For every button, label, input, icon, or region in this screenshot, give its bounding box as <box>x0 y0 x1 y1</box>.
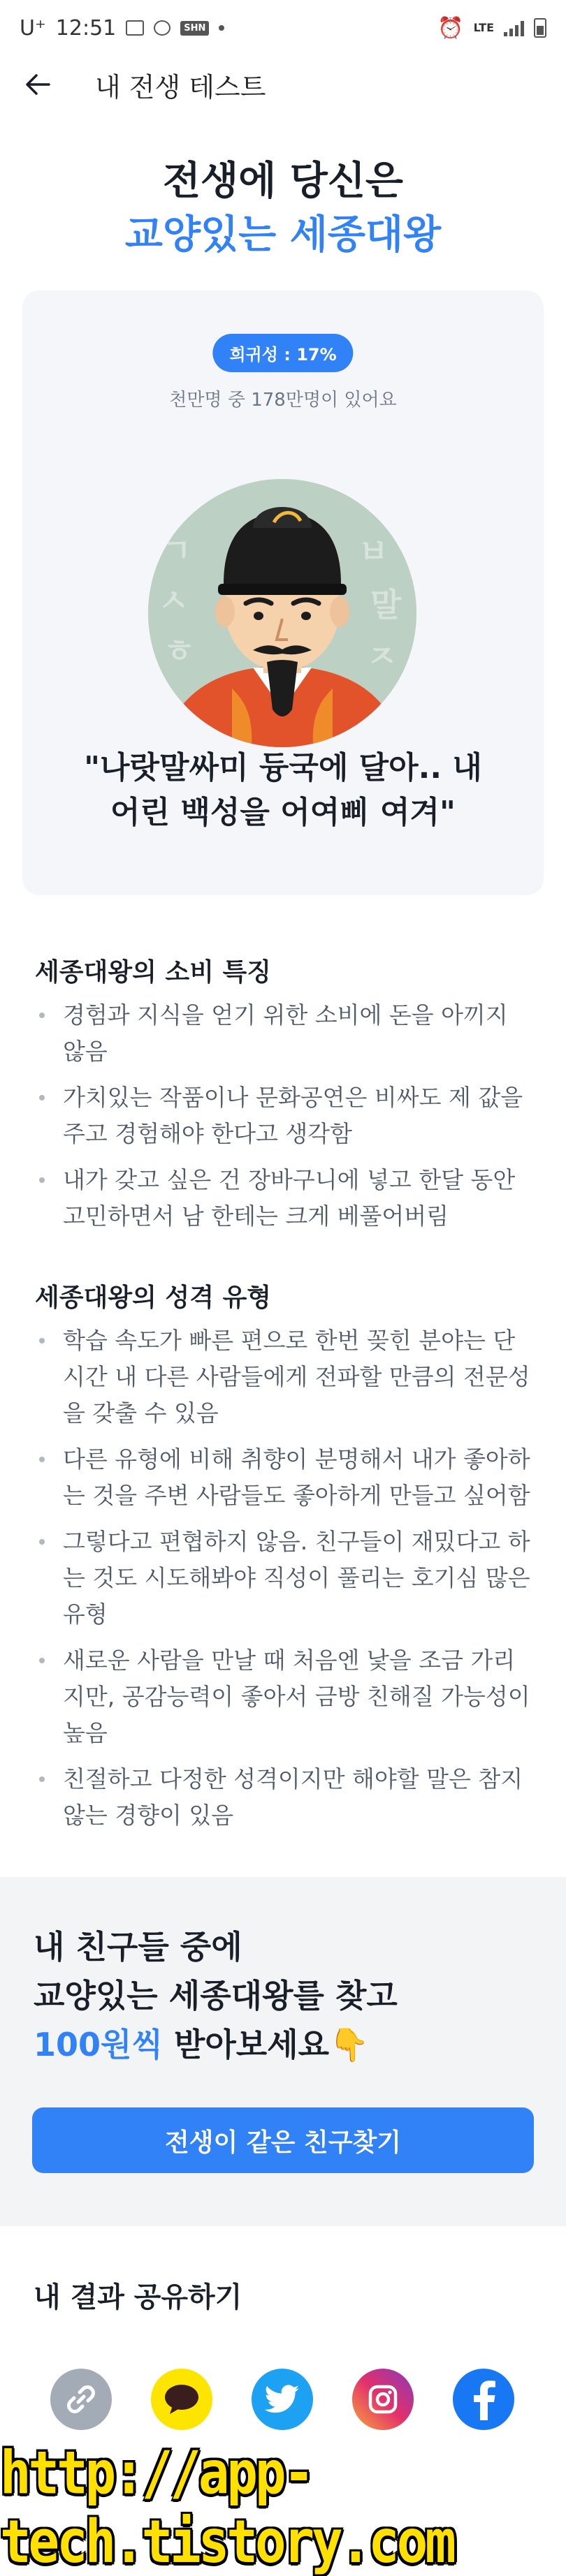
signal-icon <box>504 20 524 36</box>
carrier-label: U⁺ <box>20 15 46 41</box>
character-portrait <box>148 479 416 747</box>
personality-list <box>35 1323 531 1843</box>
invite-line3 <box>34 2019 369 2066</box>
arrow-left-icon <box>25 73 50 96</box>
result-title-line1: 전생에 당신은 <box>162 159 404 204</box>
consumption-section-title: 세종대왕의 소비 특징 <box>35 958 272 987</box>
share-facebook-button[interactable] <box>453 2369 514 2430</box>
svg-text:ㄱ: ㄱ <box>161 531 192 569</box>
invite-line3-rest: 받아보세요👇 <box>162 2026 370 2063</box>
find-friends-button[interactable]: 전생이 같은 친구찾기 <box>32 2107 534 2173</box>
share-twitter-button[interactable] <box>252 2369 313 2430</box>
svg-text:ㅎ: ㅎ <box>164 632 195 670</box>
invite-line2: 교양있는 세종대왕를 찾고 <box>34 1977 398 2015</box>
status-bar <box>0 0 566 56</box>
svg-text:말: 말 <box>370 586 402 624</box>
quote-line1: "나랏말싸미 듕국에 달아.. 내 <box>84 750 482 786</box>
list-item: 학습 속도가 빠른 편으로 한번 꽂힌 분야는 단 시간 내 다른 사람들에게 전파할 만큼의 전문성을 갖출 수 있음 <box>35 1323 531 1431</box>
gallery-notification-icon <box>126 20 144 36</box>
list-item: 다른 유형에 비해 취향이 분명해서 내가 좋아하는 것을 주변 사람들도 좋아하게 만들고 싶어함 <box>35 1441 531 1514</box>
list-item: 새로운 사람을 만날 때 처음엔 낯을 조금 가리지만, 공감능력이 좋아서 금방 친해질 가능성이 높음 <box>35 1642 531 1751</box>
list-item: 경험과 지식을 얻기 위한 소비에 돈을 아끼지 않음 <box>35 997 531 1070</box>
clock: 12:51 <box>55 15 117 41</box>
facebook-f-icon <box>468 2378 499 2420</box>
personality-section-title: 세종대왕의 성격 유형 <box>35 1283 272 1312</box>
back-button[interactable] <box>17 64 59 105</box>
character-quote <box>50 746 516 835</box>
list-item: 그렇다고 편협하지 않음. 친구들이 재밌다고 하는 것도 시도해봐야 직성이 풀리는 호기심 많은 유형 <box>35 1524 531 1633</box>
twitter-bird-icon <box>265 2384 300 2415</box>
more-notifications-icon <box>219 25 224 31</box>
instagram-camera-icon <box>366 2383 400 2416</box>
kakao-chat-icon <box>163 2382 201 2417</box>
watermark-overlay <box>0 2438 566 2576</box>
svg-text:ㅂ: ㅂ <box>358 533 389 571</box>
watermark-text: http://app-tech.tistory.com <box>0 2438 453 2576</box>
battery-icon <box>534 18 546 38</box>
svg-text:ㅈ: ㅈ <box>366 638 398 675</box>
king-sejong-illustration <box>148 479 416 747</box>
status-right <box>437 16 546 41</box>
link-icon <box>64 2382 99 2417</box>
list-item: 친절하고 다정한 성격이지만 해야할 말은 참지 않는 경향이 있음 <box>35 1761 531 1834</box>
status-left <box>20 16 224 41</box>
list-item: 내가 갖고 싶은 건 장바구니에 넣고 한달 동안 고민하면서 남 한테는 크게 베풀어버림 <box>35 1162 531 1235</box>
rarity-badge: 희귀성 : 17% <box>212 334 353 372</box>
result-title-line2: 교양있는 세종대왕 <box>124 212 442 258</box>
svg-text:ㅅ: ㅅ <box>158 582 189 619</box>
pill-notification-icon <box>154 20 170 36</box>
quote-line2: 어린 백성을 어여삐 여겨" <box>110 795 456 830</box>
alarm-icon: ⏰ <box>437 15 464 41</box>
app-header <box>0 56 566 113</box>
share-kakao-button[interactable] <box>151 2369 212 2430</box>
network-type: LTE <box>473 21 494 34</box>
page-title: 내 전생 테스트 <box>95 71 266 103</box>
consumption-list <box>35 997 531 1244</box>
invite-line1: 내 친구들 중에 <box>34 1928 242 1966</box>
share-title: 내 결과 공유하기 <box>34 2281 242 2313</box>
list-item: 가치있는 작품이나 문화공연은 비싸도 제 값을 주고 경험해야 한다고 생각함 <box>35 1080 531 1152</box>
share-instagram-button[interactable] <box>352 2369 414 2430</box>
result-card <box>22 290 544 895</box>
reward-amount: 100원씩 <box>34 2026 163 2063</box>
share-link-button[interactable] <box>50 2369 112 2430</box>
population-text: 천만명 중 178만명이 있어요 <box>169 390 397 411</box>
app-notification-icon: SHN <box>180 21 209 36</box>
